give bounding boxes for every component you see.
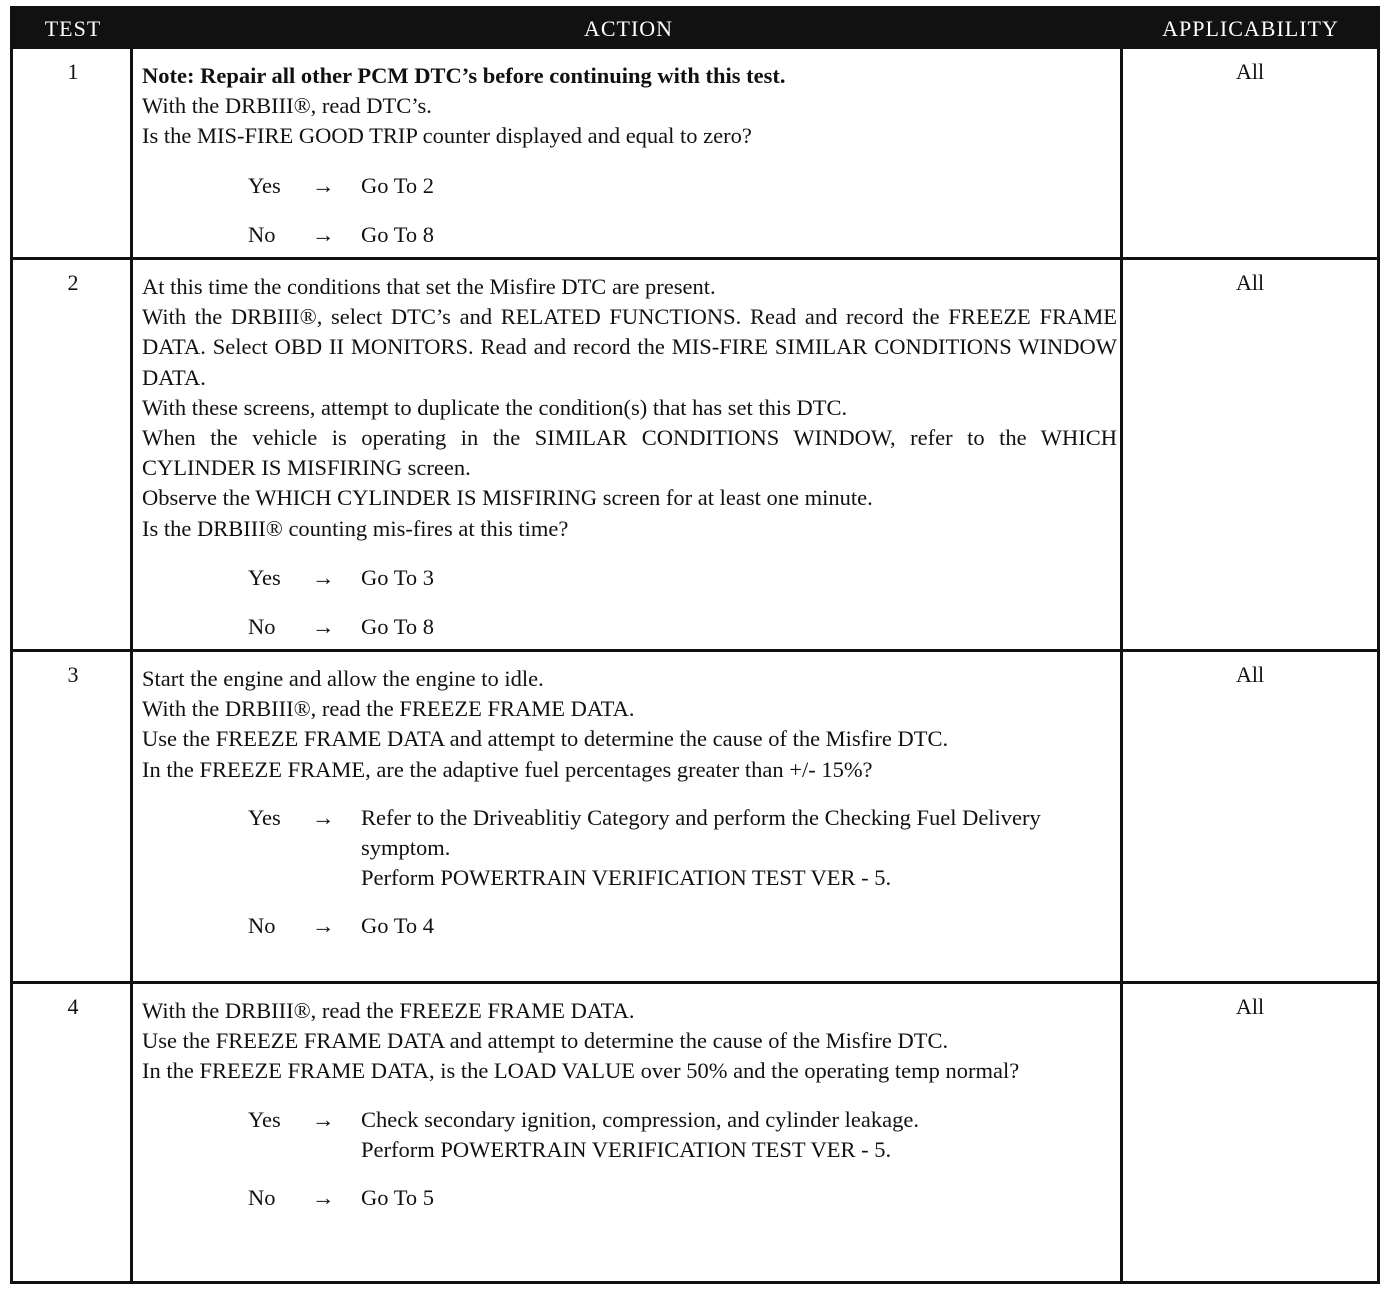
no-branch	[142, 1183, 1117, 1213]
arrow-icon: →	[312, 913, 335, 939]
yes-label: Yes	[248, 804, 281, 830]
yes-result-followup: Perform POWERTRAIN VERIFICATION TEST VER - 5.	[361, 865, 892, 891]
arrow-icon: →	[312, 172, 335, 198]
yes-label: Yes	[248, 172, 281, 198]
diagnostic-table	[10, 6, 1380, 1284]
applicability-value: All	[1235, 994, 1265, 1019]
action-line: Use the FREEZE FRAME DATA and attempt to determine the cause of the Misfire DTC.	[142, 726, 949, 752]
action-line: In the FREEZE FRAME, are the adaptive fuel percentages greater than +/- 15%?	[142, 756, 873, 782]
table-row	[13, 257, 1377, 649]
yes-result-followup: Perform POWERTRAIN VERIFICATION TEST VER - 5.	[361, 1136, 892, 1162]
action-cell	[142, 664, 1117, 942]
no-label: No	[248, 1185, 276, 1211]
yes-branch	[142, 171, 1117, 201]
arrow-icon: →	[312, 564, 335, 590]
arrow-icon: →	[312, 1185, 335, 1211]
action-line: With the DRBIII®, read the FREEZE FRAME DATA.	[142, 998, 635, 1023]
action-line: Is the DRBIII® counting mis-fires at this time?	[142, 515, 569, 541]
action-line: Start the engine and allow the engine to idle.	[142, 666, 544, 691]
yes-branch	[142, 563, 1117, 593]
yes-result: Go To 2	[361, 172, 435, 198]
arrow-icon: →	[312, 804, 335, 830]
table-row	[13, 981, 1377, 1281]
arrow-icon: →	[312, 221, 335, 247]
test-number: 3	[67, 662, 79, 687]
yes-label: Yes	[248, 1106, 281, 1132]
action-line: When the vehicle is operating in the SIMILAR CONDITIONS WINDOW, refer to the WHICH CYLINDER IS MISFIRING screen.	[142, 425, 1117, 481]
table-row	[13, 49, 1377, 257]
table-row	[13, 649, 1377, 981]
no-label: No	[248, 614, 276, 640]
test-number: 2	[67, 270, 79, 295]
action-line: Note: Repair all other PCM DTC’s before continuing with this test.	[142, 63, 786, 88]
header-action: ACTION	[583, 16, 674, 41]
no-result: Go To 5	[361, 1185, 435, 1211]
action-cell	[142, 61, 1117, 250]
action-line: Is the MIS-FIRE GOOD TRIP counter displayed and equal to zero?	[142, 123, 752, 149]
arrow-icon: →	[312, 1106, 335, 1132]
no-result: Go To 8	[361, 221, 435, 247]
yes-result: Refer to the Driveablitiy Category and perform the Checking Fuel Delivery symptom.	[361, 804, 1041, 861]
header-test: TEST	[44, 16, 102, 41]
header-applicability: APPLICABILITY	[1162, 16, 1339, 41]
table-header	[13, 9, 1377, 49]
no-result: Go To 4	[361, 913, 435, 939]
action-cell	[142, 272, 1117, 642]
arrow-icon: →	[312, 614, 335, 640]
no-branch	[142, 220, 1117, 250]
action-line: With the DRBIII®, read DTC’s.	[142, 93, 432, 119]
no-branch	[142, 911, 1117, 941]
action-line: With the DRBIII®, select DTC’s and RELATED FUNCTIONS. Read and record the FREEZE FRAME DATA. Select OBD II MONITORS. Read and record the MIS-FIRE SIMILAR CONDITIONS WINDOW DATA.	[142, 304, 1117, 390]
applicability-value: All	[1235, 59, 1265, 84]
action-line: Use the FREEZE FRAME DATA and attempt to determine the cause of the Misfire DTC.	[142, 1028, 949, 1054]
test-number: 4	[67, 994, 79, 1019]
no-label: No	[248, 221, 276, 247]
no-branch	[142, 612, 1117, 642]
action-line: In the FREEZE FRAME DATA, is the LOAD VALUE over 50% and the operating temp normal?	[142, 1058, 1020, 1084]
action-line: Observe the WHICH CYLINDER IS MISFIRING screen for at least one minute.	[142, 485, 873, 511]
no-label: No	[248, 913, 276, 939]
applicability-value: All	[1235, 662, 1265, 687]
action-line: At this time the conditions that set the Misfire DTC are present.	[142, 274, 716, 299]
test-number: 1	[67, 59, 79, 84]
no-result: Go To 8	[361, 614, 435, 640]
applicability-value: All	[1235, 270, 1265, 295]
yes-result: Go To 3	[361, 564, 435, 590]
yes-label: Yes	[248, 564, 281, 590]
yes-branch	[142, 1105, 1117, 1165]
action-line: With the DRBIII®, read the FREEZE FRAME DATA.	[142, 696, 635, 722]
action-line: With these screens, attempt to duplicate the condition(s) that has set this DTC.	[142, 394, 848, 420]
yes-result: Check secondary ignition, compression, and cylinder leakage.	[361, 1106, 919, 1132]
yes-branch	[142, 803, 1117, 894]
action-cell	[142, 996, 1117, 1213]
